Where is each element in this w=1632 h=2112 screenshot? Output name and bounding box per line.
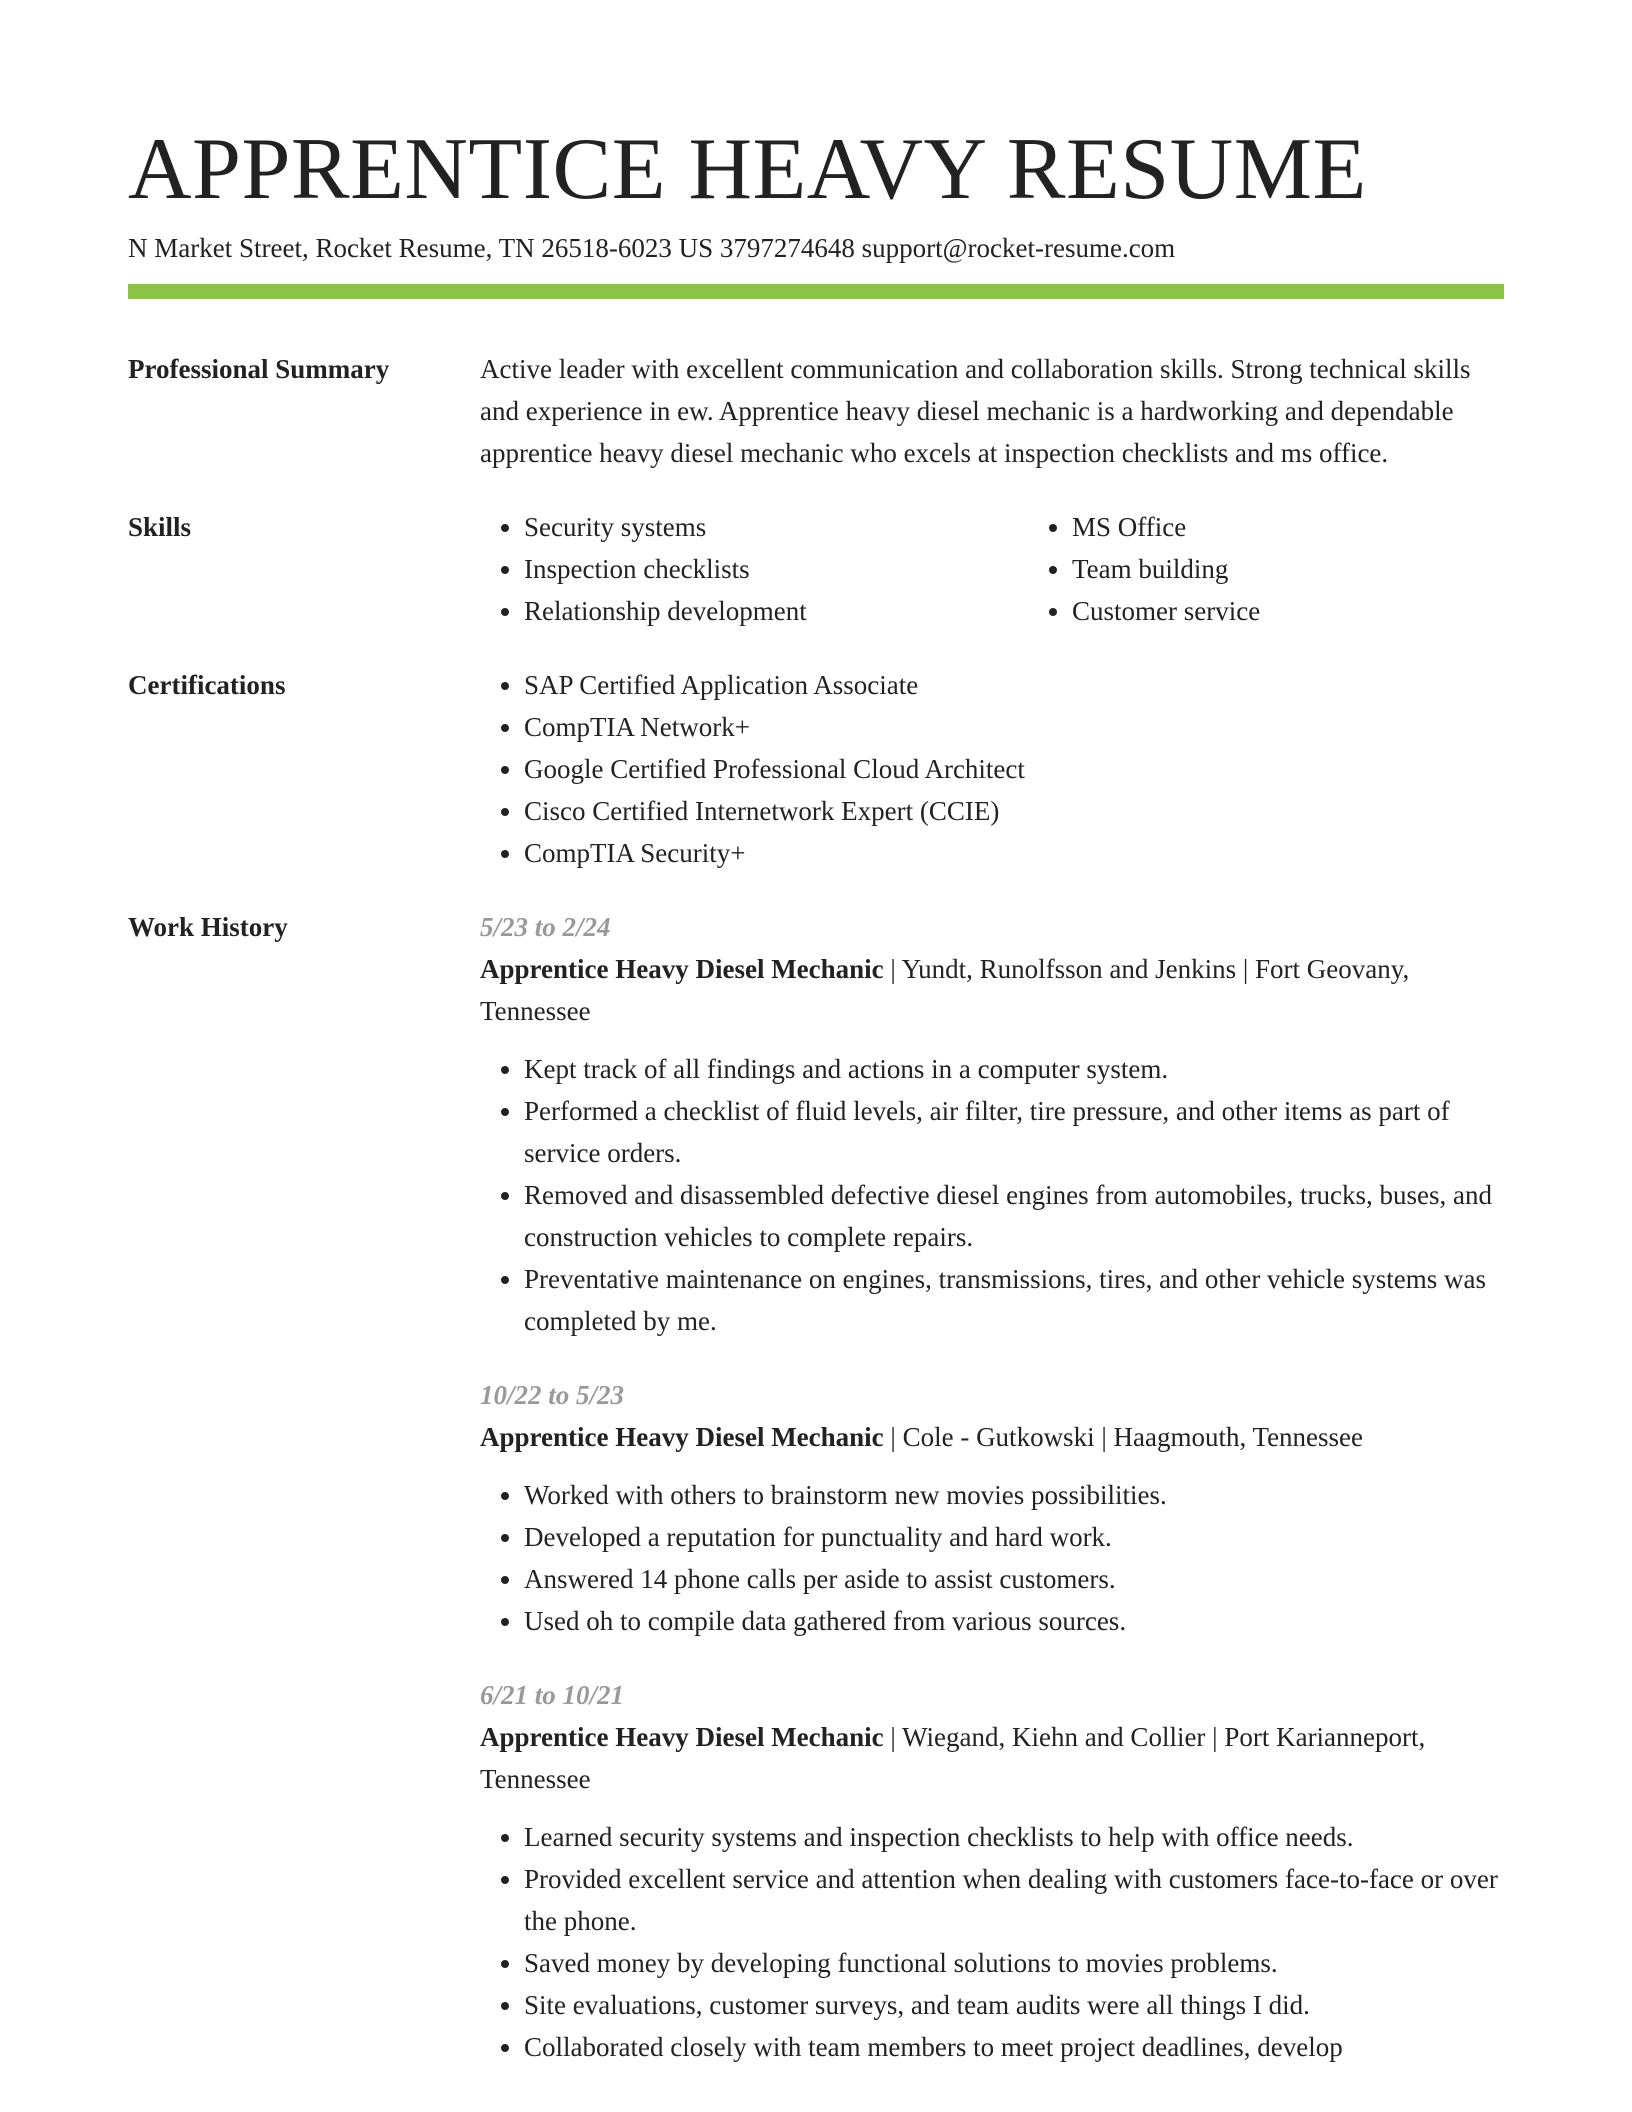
job-title: Apprentice Heavy Diesel Mechanic [480, 954, 884, 984]
job-title-line [480, 1716, 1504, 1800]
job-employer-location: | Yundt, Runolfsson and Jenkins | Fort Geovany, Tennessee [480, 954, 1410, 1026]
skill-item: • Relationship development [524, 590, 1028, 632]
job-bullets [480, 1816, 1504, 2068]
skill-item: • MS Office [1072, 506, 1576, 548]
skills-list-right [1028, 506, 1576, 632]
skill-item: • Team building [1072, 548, 1576, 590]
skills-columns [480, 506, 1576, 632]
section-label-work-history: Work History [128, 912, 288, 942]
certification-item: • Google Certified Professional Cloud Architect [524, 748, 1504, 790]
job-bullet: • Provided excellent service and attention when dealing with customers face-to-face or over the phone. [524, 1858, 1504, 1942]
skills-list-left [480, 506, 1028, 632]
job-entry [480, 1674, 1504, 2068]
job-employer-location: | Wiegand, Kiehn and Collier | Port Karianneport, Tennessee [480, 1722, 1426, 1794]
summary-text: Active leader with excellent communication and collaboration skills. Strong technical skills and experience in ew. Apprentice heavy diesel mechanic is a hardworking and dependable apprentice heavy diesel mechanic who excels at inspection checklists and ms office. [480, 354, 1471, 468]
job-bullet: • Learned security systems and inspection checklists to help with office needs. [524, 1816, 1504, 1858]
section-label-summary: Professional Summary [128, 354, 390, 384]
job-title-line [480, 948, 1504, 1032]
section-label-certifications: Certifications [128, 670, 286, 700]
certification-item: • CompTIA Security+ [524, 832, 1504, 874]
certification-item: • CompTIA Network+ [524, 706, 1504, 748]
job-bullet: • Performed a checklist of fluid levels, air filter, tire pressure, and other items as part of service orders. [524, 1090, 1504, 1174]
job-entry [480, 906, 1504, 1342]
job-dates: 5/23 to 2/24 [480, 912, 611, 942]
skill-item: • Security systems [524, 506, 1028, 548]
skill-item: • Inspection checklists [524, 548, 1028, 590]
work-history-body [480, 906, 1504, 2068]
job-bullet: • Kept track of all findings and actions in a computer system. [524, 1048, 1504, 1090]
job-bullets [480, 1474, 1504, 1642]
job-bullet: • Used oh to compile data gathered from various sources. [524, 1600, 1504, 1642]
job-bullet: • Removed and disassembled defective diesel engines from automobiles, trucks, buses, and construction vehicles to complete repairs. [524, 1174, 1504, 1258]
job-bullet: • Saved money by developing functional solutions to movies problems. [524, 1942, 1504, 1984]
accent-divider [128, 284, 1504, 299]
section-skills [128, 506, 1504, 632]
job-bullet: • Answered 14 phone calls per aside to assist customers. [524, 1558, 1504, 1600]
section-certifications [128, 664, 1504, 874]
certification-item: • Cisco Certified Internetwork Expert (CCIE) [524, 790, 1504, 832]
section-label-skills: Skills [128, 512, 192, 542]
job-employer-location: | Cole - Gutkowski | Haagmouth, Tennessee [883, 1422, 1364, 1452]
section-professional-summary [128, 348, 1504, 474]
job-title: Apprentice Heavy Diesel Mechanic [480, 1722, 884, 1752]
job-dates: 6/21 to 10/21 [480, 1680, 625, 1710]
job-bullet: • Preventative maintenance on engines, transmissions, tires, and other vehicle systems was completed by me. [524, 1258, 1504, 1342]
job-dates: 10/22 to 5/23 [480, 1380, 625, 1410]
job-bullet: • Worked with others to brainstorm new movies possibilities. [524, 1474, 1504, 1516]
job-title: Apprentice Heavy Diesel Mechanic [480, 1422, 884, 1452]
job-bullet: • Collaborated closely with team members to meet project deadlines, develop [524, 2026, 1504, 2068]
skill-item: • Customer service [1072, 590, 1576, 632]
certifications-body [480, 664, 1504, 874]
certifications-list [480, 664, 1504, 874]
resume-title: APPRENTICE HEAVY RESUME [128, 121, 1367, 218]
job-entry [480, 1374, 1504, 1642]
contact-line: N Market Street, Rocket Resume, TN 26518-6023 US 3797274648 support@rocket-resume.com [128, 233, 1176, 263]
certification-item: • SAP Certified Application Associate [524, 664, 1504, 706]
job-bullet: • Developed a reputation for punctuality and hard work. [524, 1516, 1504, 1558]
section-work-history [128, 906, 1504, 2068]
job-title-line [480, 1416, 1504, 1458]
job-bullets [480, 1048, 1504, 1342]
job-bullet: • Site evaluations, customer surveys, and team audits were all things I did. [524, 1984, 1504, 2026]
